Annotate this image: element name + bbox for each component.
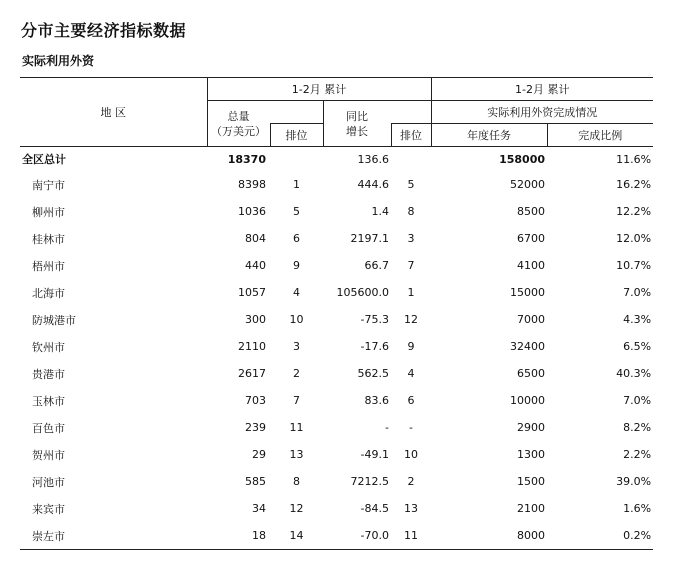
row-growth: - [385, 421, 389, 434]
row-rank: 12 [289, 502, 304, 515]
row-rate: 6.5% [623, 340, 652, 353]
row-rate: 1.6% [623, 502, 652, 515]
row-rank: 5 [293, 205, 300, 218]
row-region: 百色市 [32, 421, 65, 435]
row-region: 钦州市 [32, 340, 65, 354]
header-rank2: 排位 [391, 124, 431, 147]
row-total: 2110 [238, 340, 266, 353]
row-growth-rank: 6 [407, 394, 415, 407]
summary-rank [270, 147, 323, 172]
header-yoy-line2: 增长 [346, 124, 368, 138]
summary-task: 158000 [499, 152, 546, 166]
row-total: 585 [245, 475, 266, 488]
header-rank2-spacer [391, 101, 431, 124]
row-growth: -49.1 [360, 448, 389, 461]
summary-total: 18370 [227, 152, 266, 166]
table-row [20, 225, 653, 252]
row-growth-rank: 1 [407, 286, 415, 299]
row-region: 崇左市 [20, 522, 207, 550]
header-period-right: 1-2月 累计 [431, 78, 653, 101]
row-region: 贵港市 [32, 367, 65, 381]
row-total: 300 [245, 313, 266, 326]
row-region: 玉林市 [32, 394, 65, 408]
row-task: 15000 [510, 286, 546, 299]
table-row [20, 468, 653, 495]
row-rank: 3 [293, 340, 300, 353]
table-row [20, 171, 653, 198]
page-title: 分市主要经济指标数据 [21, 21, 187, 40]
row-growth-rank: 11 [391, 522, 431, 550]
row-total: 18 [207, 522, 270, 550]
row-growth-rank: 8 [407, 205, 415, 218]
row-growth-rank: 12 [404, 313, 419, 326]
row-task: 32400 [510, 340, 546, 353]
row-growth: -84.5 [360, 502, 389, 515]
row-rate: 7.0% [623, 286, 652, 299]
row-rank: 7 [293, 394, 300, 407]
row-growth-rank: 2 [407, 475, 415, 488]
row-region: 来宾市 [32, 502, 65, 516]
row-growth-rank: 7 [407, 259, 415, 272]
header-total-label: 总量 [227, 109, 250, 123]
table-row [20, 414, 653, 441]
row-rate: 0.2% [547, 522, 653, 550]
row-rank: 11 [289, 421, 304, 434]
row-rate: 4.3% [623, 313, 652, 326]
row-total: 2617 [238, 367, 266, 380]
row-region: 防城港市 [32, 313, 76, 327]
header-yoy-line1: 同比 [346, 109, 368, 123]
row-rate: 39.0% [616, 475, 652, 488]
row-task: 52000 [510, 178, 546, 191]
row-growth: 562.5 [357, 367, 389, 380]
row-growth-rank: - [409, 421, 413, 434]
row-growth: 1.4 [371, 205, 389, 218]
row-region: 南宁市 [32, 178, 65, 192]
row-task: 4100 [517, 259, 546, 272]
row-growth: -70.0 [323, 522, 391, 550]
row-task: 6700 [517, 232, 546, 245]
row-growth-rank: 3 [407, 232, 415, 245]
table-row [20, 198, 653, 225]
row-growth: 66.7 [364, 259, 389, 272]
row-rate: 40.3% [616, 367, 652, 380]
row-growth-rank: 5 [407, 178, 415, 191]
row-region: 梧州市 [32, 259, 65, 273]
row-rate: 2.2% [623, 448, 652, 461]
row-total: 239 [245, 421, 266, 434]
header-rank: 排位 [270, 124, 323, 147]
row-task: 2100 [517, 502, 546, 515]
summary-rate: 11.6% [616, 152, 652, 166]
row-rank: 10 [289, 313, 304, 326]
row-growth-rank: 9 [407, 340, 415, 353]
foreign-investment-table [20, 77, 653, 550]
row-rank: 9 [293, 259, 300, 272]
row-rank: 13 [289, 448, 304, 461]
row-region: 贺州市 [32, 448, 65, 462]
row-task: 1500 [517, 475, 546, 488]
table-row [20, 441, 653, 468]
row-growth-rank: 4 [407, 367, 415, 380]
row-total: 8398 [238, 178, 266, 191]
header-period-left: 1-2月 累计 [207, 78, 431, 101]
row-total: 703 [245, 394, 266, 407]
header-yoy [323, 101, 391, 147]
row-total: 29 [252, 448, 266, 461]
summary-growth-rank [391, 147, 431, 172]
table-row [20, 360, 653, 387]
row-task: 8000 [431, 522, 547, 550]
row-rate: 10.7% [616, 259, 652, 272]
row-task: 6500 [517, 367, 546, 380]
header-total-unit: （万美元） [211, 124, 266, 138]
header-completion-rate: 完成比例 [547, 124, 653, 147]
row-growth-rank: 10 [404, 448, 419, 461]
row-total: 440 [245, 259, 266, 272]
row-region: 北海市 [32, 286, 65, 300]
row-growth: 7212.5 [350, 475, 389, 488]
row-growth: 105600.0 [336, 286, 389, 299]
row-task: 7000 [517, 313, 546, 326]
table-row [20, 252, 653, 279]
header-rank-spacer [270, 101, 323, 124]
row-rank: 14 [270, 522, 323, 550]
table-row-summary [20, 147, 653, 172]
row-rank: 1 [293, 178, 300, 191]
section-subtitle: 实际利用外资 [22, 54, 95, 68]
row-growth: -17.6 [360, 340, 389, 353]
header-completion-group: 实际利用外资完成情况 [431, 101, 653, 124]
row-task: 2900 [517, 421, 546, 434]
row-rank: 8 [293, 475, 300, 488]
row-total: 1057 [238, 286, 266, 299]
row-growth: 444.6 [357, 178, 389, 191]
table-row [20, 279, 653, 306]
row-rate: 16.2% [616, 178, 652, 191]
row-rate: 12.2% [616, 205, 652, 218]
row-growth: 83.6 [364, 394, 389, 407]
row-growth-rank: 13 [404, 502, 419, 515]
header-region: 地 区 [20, 78, 207, 147]
row-rank: 4 [293, 286, 300, 299]
table-row [20, 522, 653, 550]
row-region: 河池市 [32, 475, 65, 489]
row-total: 1036 [238, 205, 266, 218]
row-rank: 6 [293, 232, 300, 245]
row-task: 10000 [510, 394, 546, 407]
table-row [20, 333, 653, 360]
row-rate: 12.0% [616, 232, 652, 245]
row-rate: 8.2% [623, 421, 652, 434]
row-rank: 2 [293, 367, 300, 380]
row-total: 34 [252, 502, 266, 515]
row-task: 1300 [517, 448, 546, 461]
row-total: 804 [245, 232, 266, 245]
row-growth: 2197.1 [350, 232, 389, 245]
row-rate: 7.0% [623, 394, 652, 407]
row-task: 8500 [517, 205, 546, 218]
table-row [20, 495, 653, 522]
summary-growth: 136.6 [357, 152, 389, 166]
header-total [207, 101, 270, 147]
table-row [20, 306, 653, 333]
row-region: 柳州市 [32, 205, 65, 219]
row-growth: -75.3 [360, 313, 389, 326]
table-row [20, 387, 653, 414]
header-annual-task: 年度任务 [431, 124, 547, 147]
row-region: 桂林市 [32, 232, 65, 246]
summary-region: 全区总计 [22, 153, 66, 166]
